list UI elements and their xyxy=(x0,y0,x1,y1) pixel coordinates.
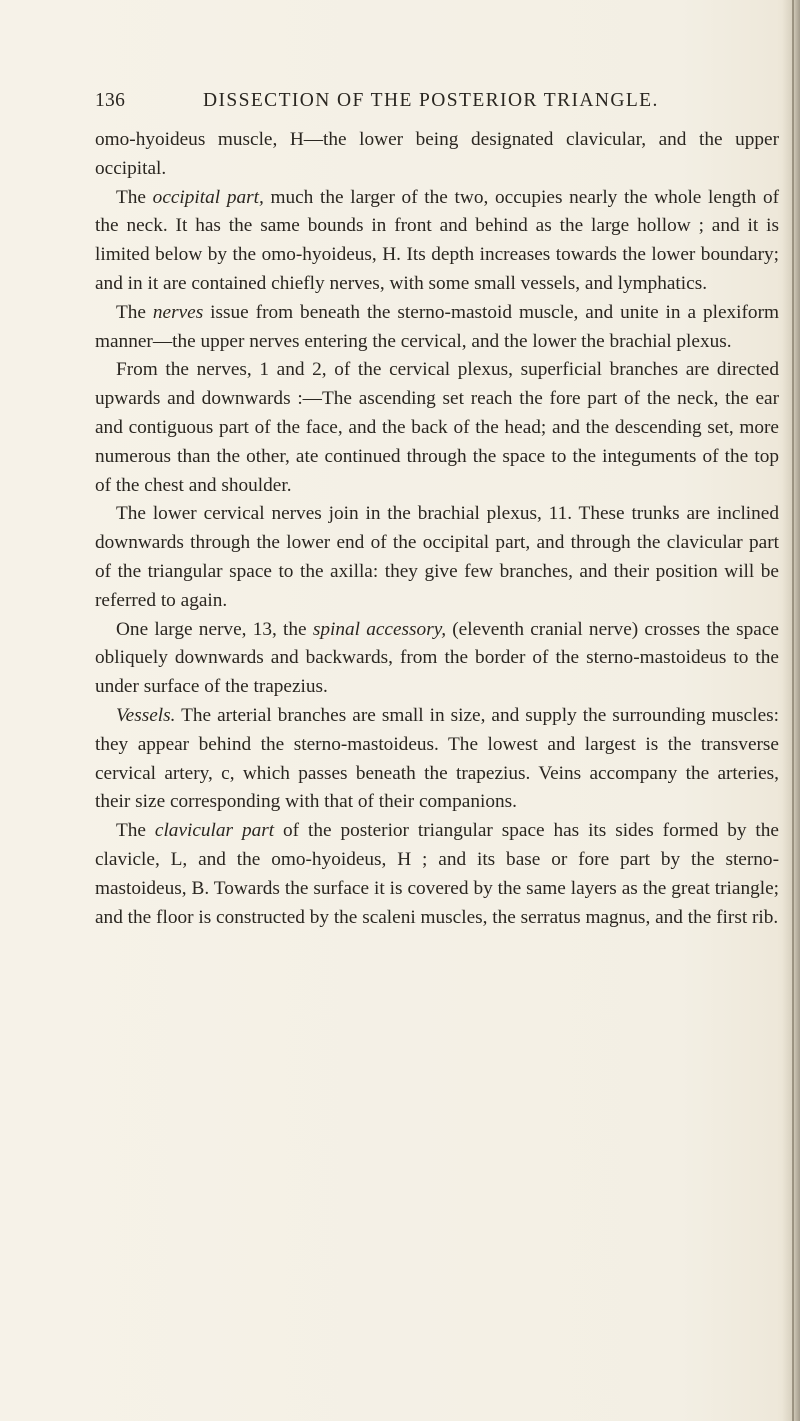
paragraph-3: The nerves issue from beneath the sterno-mastoid muscle, and unite in a plexiform manner—the upper nerves entering the cervical, and the lower the brachial plexus. xyxy=(95,301,779,352)
paragraph-6: One large nerve, 13, the spinal accessory, (eleventh cranial nerve) crosses the space obliquely downwards and backwards, from the border of the sterno-mastoideus to the under surface of the trapezius. xyxy=(95,618,779,698)
paragraph-4: From the nerves, 1 and 2, of the cervical plexus, superficial branches are directed upwards and downwards :—The ascending set reach the fore part of the neck, the ear and contiguous part of the face, and the back of the head; and the descending set, more numerous than the other, ate continued through the space to the integuments of the top of the chest and shoulder. xyxy=(95,359,779,496)
italic-term: occipital part, xyxy=(152,186,264,208)
page-edge-shadow xyxy=(782,0,800,1421)
paragraph-2: The occipital part, much the larger of the two, occupies nearly the whole length of the neck. It has the same bounds in front and behind as the large hollow ; and it is limited below by the omo-hyoideus, H. Its depth increases towards the lower boundary; and in it are contained chiefly nerves, with some small vessels, and lymphatics. xyxy=(95,186,780,294)
paragraph-5: The lower cervical nerves join in the brachial plexus, 11. These trunks are inclined downwards through the lower end of the occipital part, and through the clavicular part of the triangular space to the axilla: they give few branches, and their position will be referred to again. xyxy=(95,503,779,611)
page-header xyxy=(95,90,707,118)
running-head: DISSECTION OF THE POSTERIOR TRIANGLE. xyxy=(203,90,659,111)
italic-term: nerves xyxy=(152,301,204,323)
italic-term: spinal accessory, xyxy=(312,618,447,640)
paragraph-8: The clavicular part of the posterior triangular space has its sides formed by the clavicle, L, and the omo-hyoideus, H ; and its base or fore part by the sterno-mastoideus, B. Towards the surface it is covered by the same layers as the great triangle; and the floor is constructed by the scaleni muscles, the serratus magnus, and the first rib. xyxy=(95,820,779,928)
page-number: 136 xyxy=(95,90,126,111)
paragraph-7: Vessels. The arterial branches are small in size, and supply the surrounding muscles: they appear behind the sterno-mastoideus. The lowest and largest is the transverse cervical artery, c, which passes beneath the trapezius. Veins accompany the arteries, their size corresponding with that of their companions. xyxy=(95,704,779,813)
page-edge-line xyxy=(792,0,794,1421)
italic-term: clavicular part xyxy=(154,820,275,842)
paragraph-1: omo-hyoideus muscle, H—the lower being designated clavicular, and the upper occipital. xyxy=(95,129,779,179)
italic-term: Vessels. xyxy=(116,704,176,726)
body-text xyxy=(95,126,779,932)
